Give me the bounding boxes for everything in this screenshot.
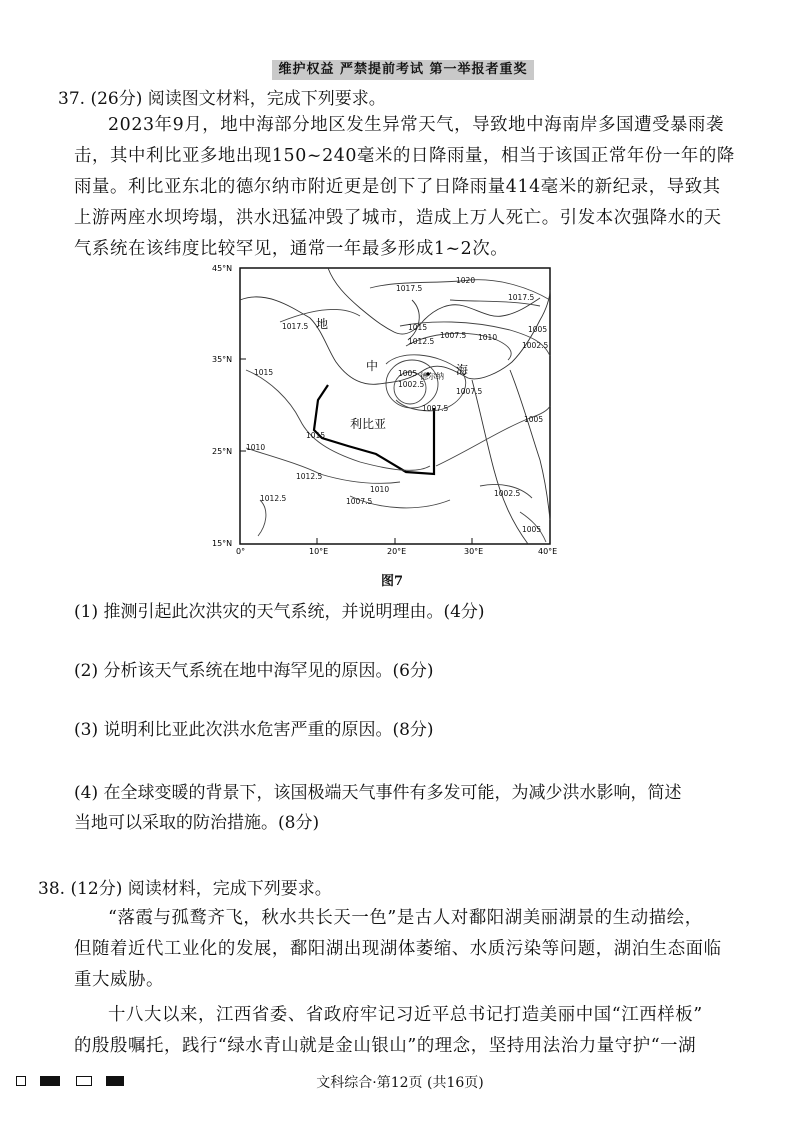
q38-header: 38. (12分) 阅读材料，完成下列要求。	[38, 879, 332, 899]
isobar-label: 1005	[528, 325, 548, 334]
isobar-label: 1010	[246, 443, 266, 452]
page-footer: 文科综合·第12页 (共16页)	[316, 1075, 484, 1091]
q37-material	[74, 110, 735, 265]
figure-caption: 图7	[381, 574, 404, 589]
q37-line-1: 2023年9月，地中海部分地区发生异常天气，导致地中海南岸多国遭受暴雨袭	[108, 115, 725, 135]
q37-sub-4-line-1: (4) 在全球变暖的背景下，该国极端天气事件有多发可能，为减少洪水影响，简述	[74, 783, 682, 803]
sea-label-di: 地	[316, 317, 329, 331]
isobar-label: 1005	[524, 415, 544, 424]
isobar-label: 1002.5	[494, 489, 521, 498]
isobar-label: 1012.5	[296, 472, 323, 481]
isobar-map	[210, 260, 590, 560]
sea-label-zhong: 中	[366, 359, 379, 373]
coastline-south	[240, 290, 550, 384]
isobar-label: 1005	[398, 369, 418, 378]
isobar-label: 1012.5	[408, 337, 435, 346]
q37-line-2: 击，其中利比亚多地出现150~240毫米的日降雨量，相当于该国正常年份一年的降	[74, 146, 735, 166]
q38-material	[74, 903, 722, 1062]
isobar-label: 1017.5	[396, 284, 423, 293]
q38-line-2: 但随着近代工业化的发展，鄱阳湖出现湖体萎缩、水质污染等问题，湖泊生态面临	[74, 939, 722, 959]
italy-coast	[408, 300, 419, 340]
lon-label-40e: 40°E	[538, 547, 558, 556]
lon-label-20e: 20°E	[387, 547, 407, 556]
lon-label-30e: 30°E	[464, 547, 484, 556]
lon-label-0: 0°	[236, 547, 246, 556]
q37-line-5: 气系统在该纬度比较罕见，通常一年最多形成1~2次。	[74, 239, 509, 259]
isobar-label: 1015	[254, 368, 274, 377]
isobar-label: 1012.5	[260, 494, 287, 503]
lat-label-45: 45°N	[212, 264, 233, 273]
q37-line-3: 雨量。利比亚东北的德尔纳市附近更是创下了日降雨量414毫米的新纪录，导致其	[74, 177, 721, 197]
isobar-label: 1007.5	[422, 404, 449, 413]
q38-line-4: 十八大以来，江西省委、省政府牢记习近平总书记打造美丽中国“江西样板”	[108, 1005, 703, 1025]
isobar-label: 1005	[522, 525, 542, 534]
q37-sub-4-line-2: 当地可以采取的防治措施。(8分)	[74, 813, 320, 833]
isobar-label: 1002.5	[398, 380, 425, 389]
lat-label-35: 35°N	[212, 355, 233, 364]
isobar-label: 1007.5	[346, 497, 373, 506]
q38-line-3: 重大威胁。	[74, 970, 164, 990]
isobar-map-figure	[210, 260, 590, 560]
q38-line-1: “落霞与孤鹜齐飞，秋水共长天一色”是古人对鄱阳湖美丽湖景的生动描绘，	[108, 908, 703, 928]
isobar-label: 1015	[408, 323, 428, 332]
lon-label-10e: 10°E	[309, 547, 329, 556]
isobar	[258, 500, 266, 536]
nile-river	[472, 380, 528, 544]
isobar-label: 1015	[306, 431, 326, 440]
isobar-label: 1020	[456, 276, 476, 285]
q37-sub-3: (3) 说明利比亚此次洪水危害严重的原因。(8分)	[74, 720, 434, 740]
sea-label-hai: 海	[456, 363, 469, 377]
country-label-libya: 利比亚	[350, 417, 387, 431]
lat-label-15: 15°N	[212, 539, 233, 548]
q38-line-5: 的殷殷嘱托，践行“绿水青山就是金山银山”的理念，坚持用法治力量守护“一湖	[74, 1036, 697, 1056]
isobar-label: 1017.5	[282, 322, 309, 331]
isobar-label: 1017.5	[508, 293, 535, 302]
lat-label-25: 25°N	[212, 447, 233, 456]
q37-sub-1: (1) 推测引起此次洪灾的天气系统，并说明理由。(4分)	[74, 602, 485, 622]
map-frame	[240, 268, 550, 544]
isobar-label: 1010	[370, 485, 390, 494]
isobar-label: 1002.5	[522, 341, 549, 350]
q37-header: 37. (26分) 阅读图文材料，完成下列要求。	[58, 89, 386, 109]
anti-cheat-banner: 维护权益 严禁提前考试 第一举报者重奖	[272, 60, 534, 80]
isobar-label: 1007.5	[440, 331, 467, 340]
isobar-label: 1010	[478, 333, 498, 342]
q37-line-4: 上游两座水坝垮塌，洪水迅猛冲毁了城市，造成上万人死亡。引发本次强降水的天	[74, 208, 722, 228]
city-label-derna: 德尔纳	[420, 372, 444, 381]
isobar-label: 1007.5	[456, 387, 483, 396]
q37-sub-2: (2) 分析该天气系统在地中海罕见的原因。(6分)	[74, 661, 434, 681]
